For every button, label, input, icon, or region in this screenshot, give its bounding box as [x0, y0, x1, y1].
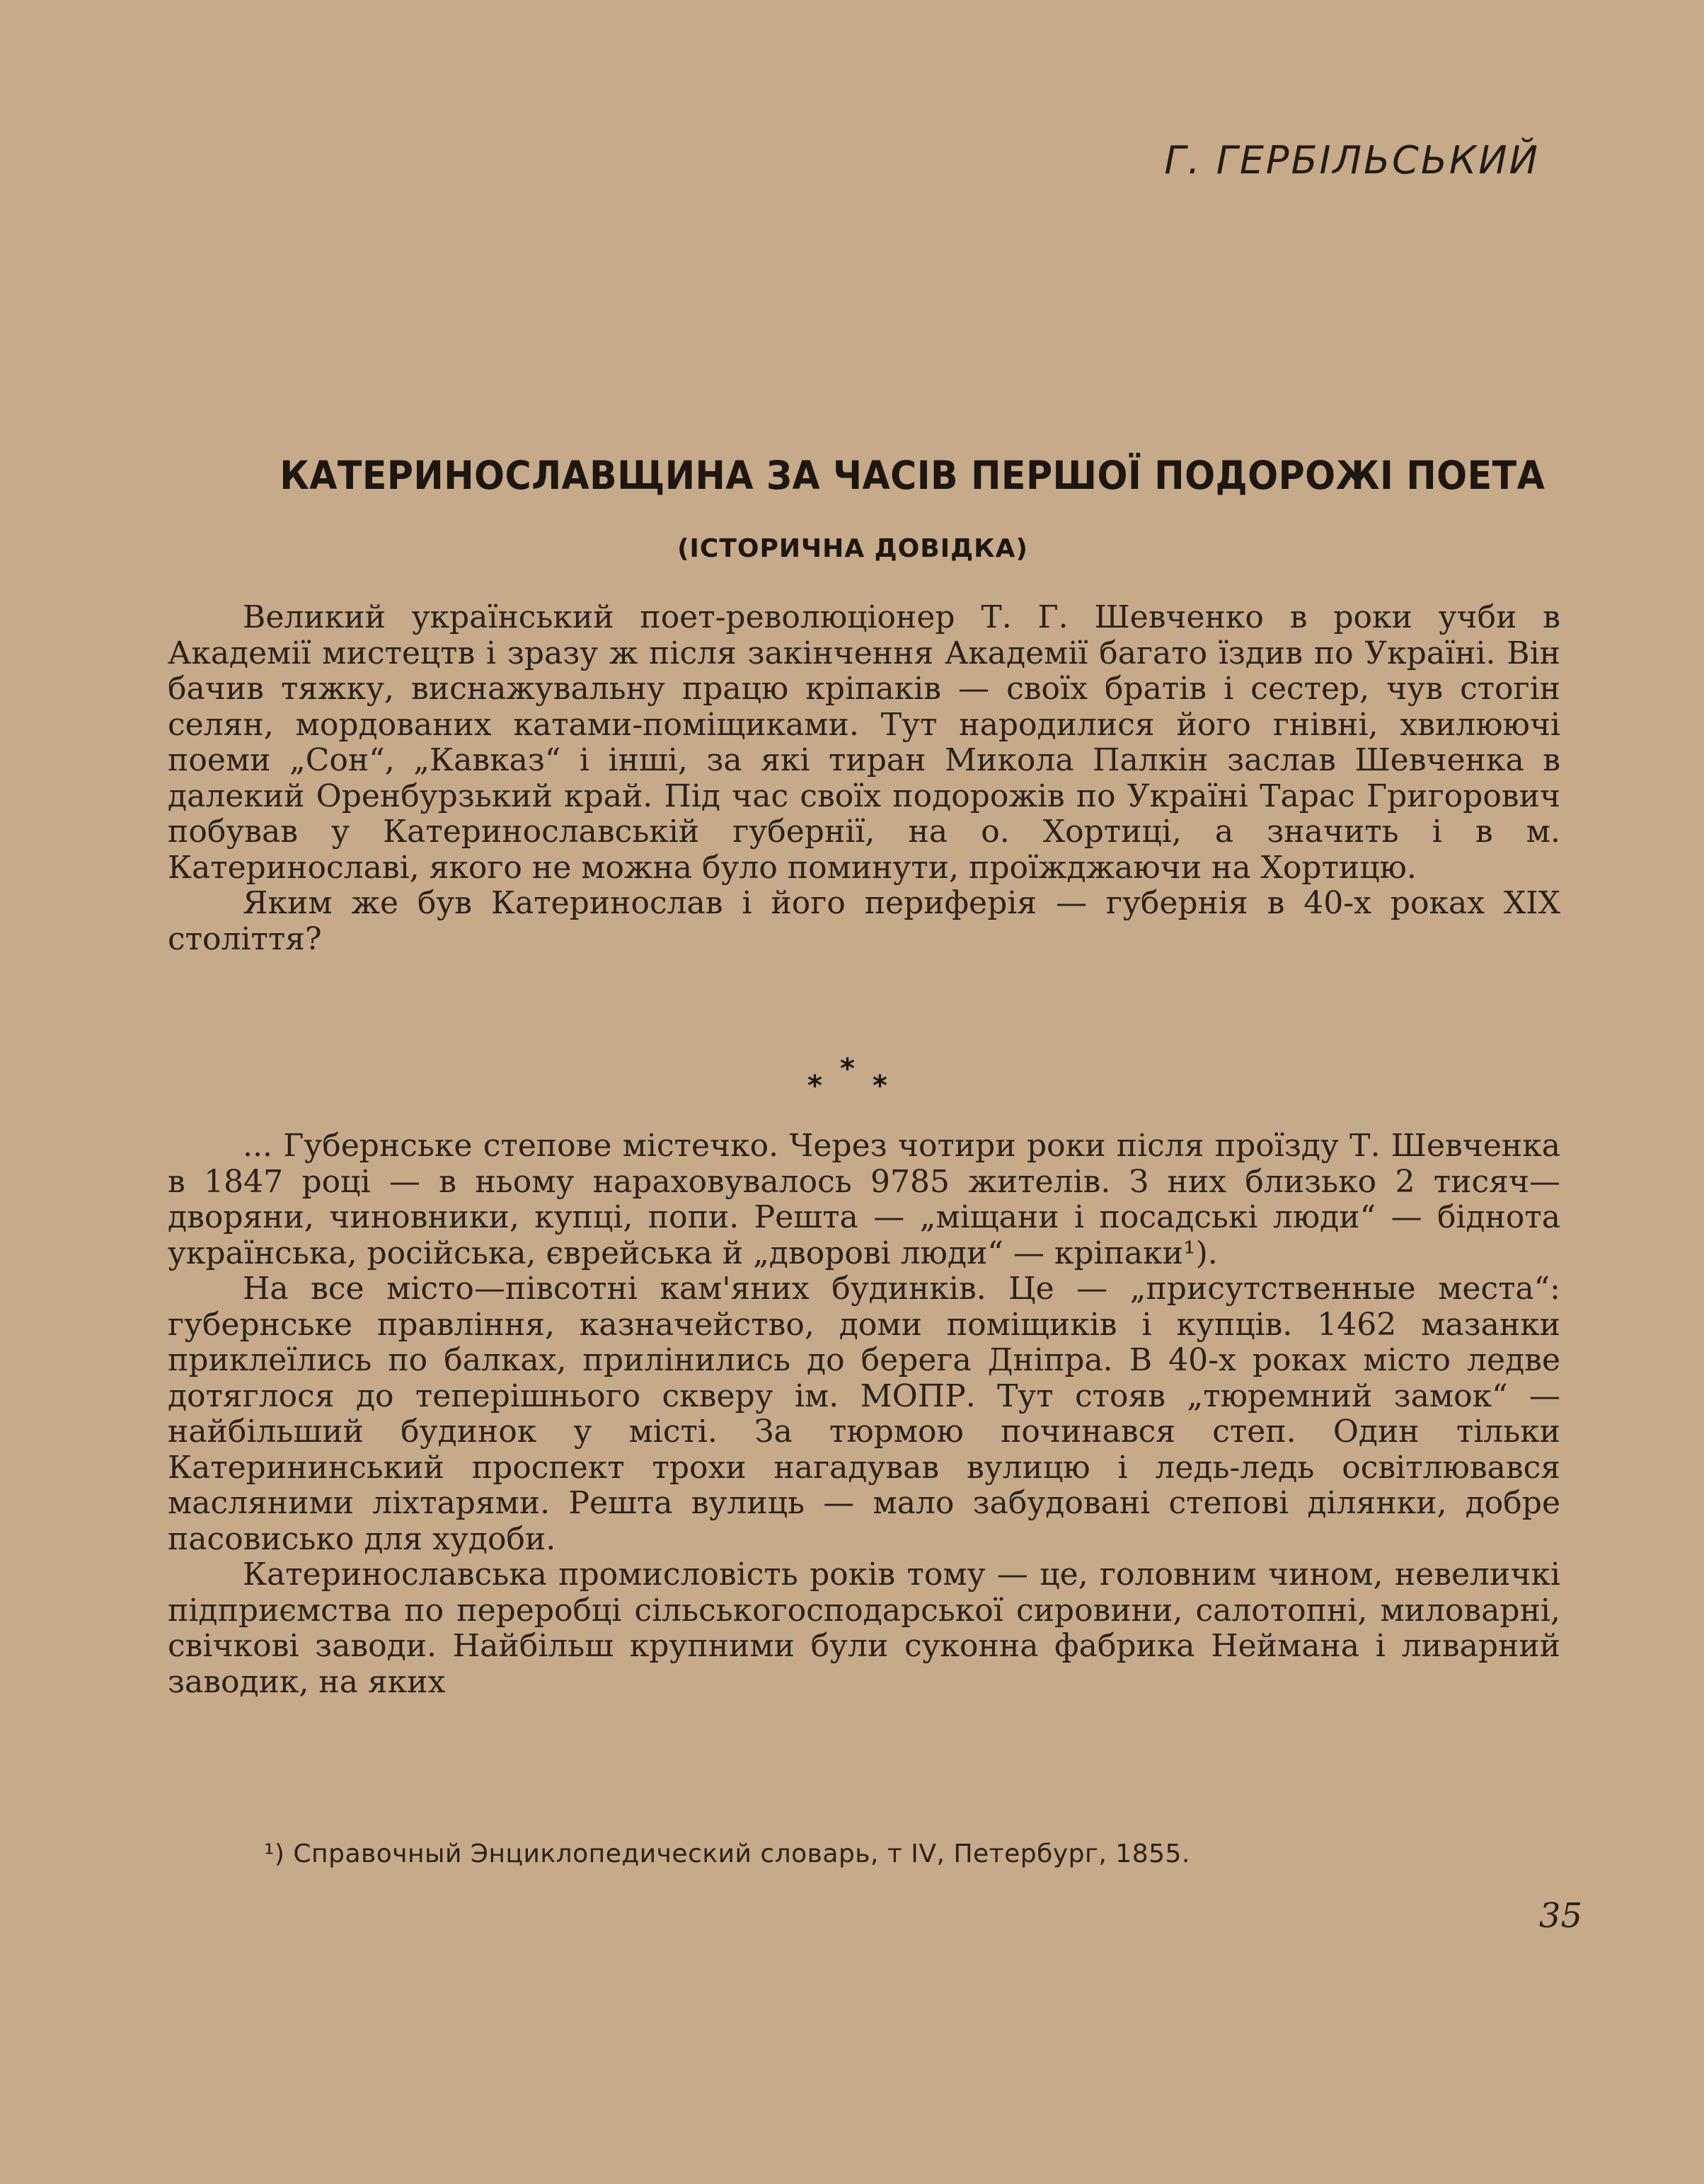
paragraph-5: Катеринославська промисловість років тому — це, головним чином, невеличкі підприємства по переробці сільськогосподарської сировини, салотопні, миловарні, свічкові заводи. Найбільш крупними були суконна фабрика Неймана і ливарний заводик, на яких: [168, 1556, 1560, 1700]
main-section: [168, 1128, 1560, 1700]
section-separator: [803, 1053, 902, 1109]
author-name: Г. ГЕРБІЛЬСЬКИЙ: [1164, 138, 1540, 183]
paragraph-1: Великий український поет-революціонер Т. Г. Шевченко в роки учби в Академії мистецтв і зразу ж після закінчення Академії багато їздив по Україні. Він бачив тяжку, виснажувальну працю кріпаків — своїх братів і сестер, чув стогін селян, мордованих катами-поміщиками. Тут народилися його гнівні, хвилюючі поеми „Сон“, „Кавказ“ і інші, за які тиран Микола Палкін заслав Шевченка в далекий Оренбурзький край. Під час своїх подорожів по Україні Тарас Григорович побував у Катеринославській губернії, на о. Хортиці, а значить і в м. Катеринославі, якого не можна було поминути, проїжджаючи на Хортицю.: [168, 599, 1560, 886]
separator-star: *: [840, 1053, 855, 1085]
article-subtitle: (ІСТОРИЧНА ДОВІДКА): [677, 534, 1028, 563]
separator-star: *: [807, 1070, 822, 1102]
paragraph-4: На все місто—півсотні кам'яних будинків. Це — „присутственные места“: губернське правління, казначейство, доми поміщиків і купців. 1462 мазанки приклеїлись по балках, прилінились до берега Дніпра. В 40-х роках місто ледве дотяглося до теперішнього скверу ім. МОПР. Тут стояв „тюремний замок“ — найбільший будинок у місті. За тюрмою починався степ. Один тільки Катерининський проспект трохи нагадував вулицю і ледь-ледь освітлювався масляними ліхтарями. Решта вулиць — мало забудовані степові ділянки, добре пасовисько для худоби.: [168, 1271, 1560, 1557]
separator-star: *: [873, 1070, 887, 1102]
intro-section: [168, 600, 1560, 957]
page-number: 35: [1538, 1896, 1582, 1936]
paragraph-3: ... Губернське степове містечко. Через чотири роки після проїзду Т. Шевченка в 1847 році — в ньому нараховувалось 9785 жителів. З них близько 2 тисяч—дворяни, чиновники, купці, попи. Решта — „міщани і посадські люди“ — біднота українська, російська, єврейська й „дворові люди“ — кріпаки¹).: [168, 1128, 1560, 1271]
article-title: КАТЕРИНОСЛАВЩИНА ЗА ЧАСІВ ПЕРШОЇ ПОДОРОЖІ ПОЕТА: [280, 453, 1545, 498]
footnote: ¹) Справочный Энциклопедический словарь, т IV, Петербург, 1855.: [264, 1839, 1190, 1868]
paragraph-2: Яким же був Катеринослав і його периферія — губернія в 40-х роках XIX століття?: [168, 885, 1560, 957]
